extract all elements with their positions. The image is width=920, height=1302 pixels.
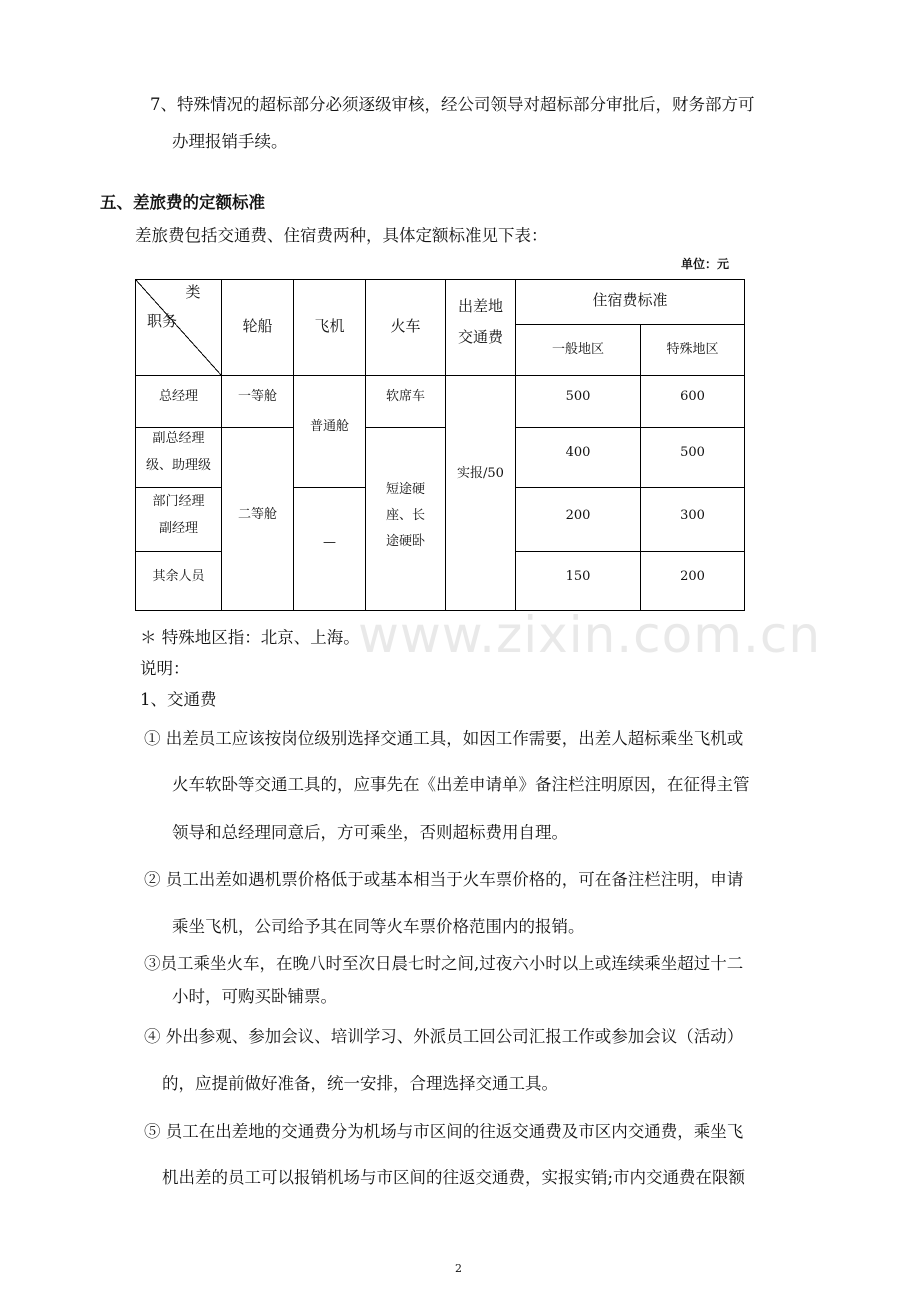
row-2-position-line-1: 副总经理 — [152, 431, 205, 446]
item-2-line-1: ② 员工出差如遇机票价格低于或基本相当于火车票价格的，可在备注栏注明，申请 — [144, 870, 744, 889]
item-4-line-1: ④ 外出参观、参加会议、培训学习、外派员工回公司汇报工作或参加会议（活动） — [144, 1027, 744, 1046]
header-local-transport-line-1: 出差地 — [457, 297, 503, 315]
ship-first-class: 一等舱 — [237, 389, 277, 404]
row-2-position-line-2: 级、助理级 — [145, 458, 211, 473]
train-soft-seat: 软席车 — [385, 389, 425, 404]
corner-label-category: 类 — [185, 283, 201, 301]
item-2-line-2: 乘坐飞机，公司给予其在同等火车票价格范围内的报销。 — [172, 917, 585, 936]
item-5-line-2: 机出差的员工可以报销机场与市区间的往返交通费，实报实销;市内交通费在限额 — [162, 1168, 746, 1187]
special-areas-note: ＊ 特殊地区指：北京、上海。 — [140, 628, 360, 647]
row-2-special: 500 — [680, 445, 705, 460]
train-hard-line-3: 途硬卧 — [385, 534, 425, 549]
header-plane: 飞机 — [314, 317, 345, 335]
row-1-special: 600 — [680, 389, 705, 404]
row-3-special: 300 — [680, 508, 705, 523]
header-train: 火车 — [390, 317, 421, 335]
section-heading: 五、差旅费的定额标准 — [100, 193, 265, 212]
item-4-line-2: 的，应提前做好准备，统一安排，合理选择交通工具。 — [162, 1074, 558, 1093]
header-general-area: 一般地区 — [551, 342, 604, 357]
item-3-line-2: 小时，可购买卧铺票。 — [172, 987, 337, 1006]
header-lodging: 住宿费标准 — [592, 291, 668, 309]
row-4-special: 200 — [680, 569, 705, 584]
header-local-transport-line-2: 交通费 — [457, 328, 503, 346]
row-2-general: 400 — [565, 445, 591, 460]
row-4-position: 其余人员 — [152, 569, 205, 584]
row-3-general: 200 — [565, 508, 591, 523]
item-1-line-3: 领导和总经理同意后，方可乘坐，否则超标费用自理。 — [172, 823, 568, 842]
train-hard-line-1: 短途硬 — [385, 482, 425, 497]
item-1-line-2: 火车软卧等交通工具的，应事先在《出差申请单》备注栏注明原因，在征得主管 — [172, 775, 750, 794]
row-3-position-line-1: 部门经理 — [152, 494, 205, 509]
plane-regular-class: 普通舱 — [309, 419, 349, 434]
corner-label-position: 职务 — [146, 312, 177, 330]
train-hard-line-2: 座、长 — [385, 508, 425, 523]
plane-none: — — [323, 535, 336, 550]
header-ship: 轮船 — [242, 317, 273, 335]
row-1-general: 500 — [565, 389, 591, 404]
item-3-line-1: ③员工乘坐火车，在晚八时至次日晨七时之间,过夜六小时以上或连续乘坐超过十二 — [144, 954, 744, 973]
paragraph-7-line-2: 办理报销手续。 — [172, 132, 288, 151]
transport-fee-title: 1、交通费 — [140, 690, 217, 709]
row-1-position: 总经理 — [158, 389, 198, 404]
ship-second-class: 二等舱 — [237, 507, 277, 522]
header-special-area: 特殊地区 — [666, 342, 719, 357]
row-3-position-line-2: 副经理 — [158, 521, 198, 536]
unit-label: 单位：元 — [681, 257, 730, 271]
local-transport-fee: 实报/50 — [457, 466, 504, 481]
row-4-general: 150 — [565, 569, 591, 584]
page-number: 2 — [455, 1262, 462, 1275]
item-5-line-1: ⑤ 员工在出差地的交通费分为机场与市区间的往返交通费及市区内交通费，乘坐飞 — [144, 1122, 744, 1141]
paragraph-7-line-1: 7、特殊情况的超标部分必须逐级审核，经公司领导对超标部分审批后，财务部方可 — [150, 95, 755, 114]
explanation-label: 说明： — [140, 659, 190, 678]
intro-text: 差旅费包括交通费、住宿费两种，具体定额标准见下表： — [135, 226, 548, 245]
item-1-line-1: ① 出差员工应该按岗位级别选择交通工具，如因工作需要，出差人超标乘坐飞机或 — [144, 729, 744, 748]
watermark: www.zixin.com.cn — [358, 606, 822, 664]
